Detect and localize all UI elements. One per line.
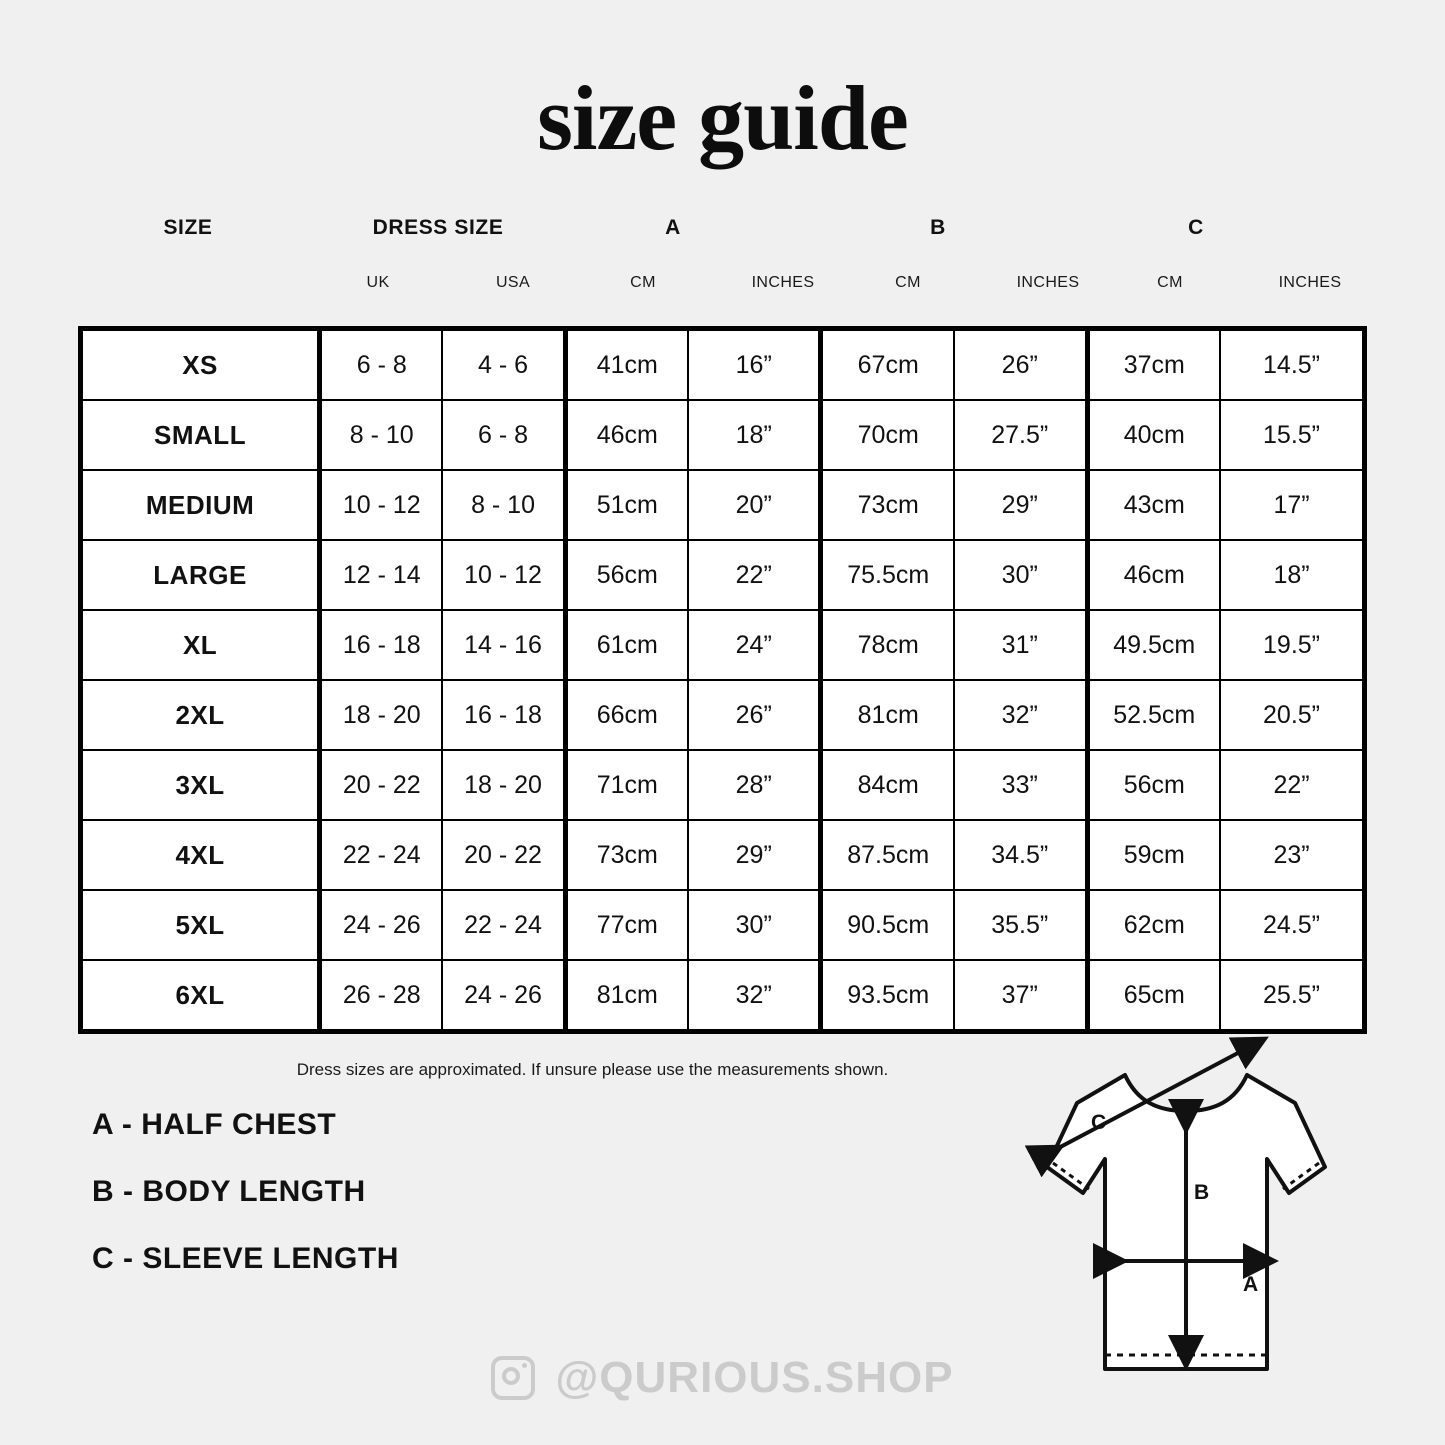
cell-c-inches: 22” (1220, 750, 1362, 820)
page-title: size guide (537, 67, 908, 169)
legend-item-c: C - SLEEVE LENGTH (92, 1242, 399, 1275)
table-row (83, 750, 1362, 820)
cell-c-inches: 14.5” (1220, 331, 1362, 400)
cell-b-cm: 67cm (821, 331, 954, 400)
cell-c-cm: 40cm (1087, 400, 1220, 470)
cell-b-inches: 32” (954, 680, 1087, 750)
cell-usa: 20 - 22 (442, 820, 565, 890)
cell-usa: 10 - 12 (442, 540, 565, 610)
cell-uk: 20 - 22 (320, 750, 443, 820)
cell-size: MEDIUM (83, 470, 320, 540)
cell-a-inches: 16” (688, 331, 821, 400)
cell-a-inches: 30” (688, 890, 821, 960)
table-note: Dress sizes are approximated. If unsure please use the measurements shown. (296, 1060, 889, 1079)
cell-a-inches: 32” (688, 960, 821, 1029)
cell-b-inches: 30” (954, 540, 1087, 610)
cell-usa: 8 - 10 (442, 470, 565, 540)
table-row (83, 890, 1362, 960)
cell-b-cm: 78cm (821, 610, 954, 680)
sub-header-b-inches: INCHES (1016, 274, 1080, 291)
cell-c-inches: 18” (1220, 540, 1362, 610)
group-header-c: C (1188, 216, 1204, 239)
cell-size: XS (83, 331, 320, 400)
cell-a-inches: 28” (688, 750, 821, 820)
cell-uk: 10 - 12 (320, 470, 443, 540)
sub-header-row (78, 274, 1367, 304)
cell-c-inches: 15.5” (1220, 400, 1362, 470)
cell-uk: 22 - 24 (320, 820, 443, 890)
size-table-wrapper (78, 326, 1367, 1034)
table-row (83, 610, 1362, 680)
cell-a-cm: 56cm (565, 540, 688, 610)
cell-b-inches: 26” (954, 331, 1087, 400)
cell-b-inches: 35.5” (954, 890, 1087, 960)
cell-b-cm: 70cm (821, 400, 954, 470)
cell-usa: 6 - 8 (442, 400, 565, 470)
cell-a-cm: 61cm (565, 610, 688, 680)
table-row (83, 680, 1362, 750)
cell-c-inches: 25.5” (1220, 960, 1362, 1029)
cell-c-inches: 17” (1220, 470, 1362, 540)
cell-a-cm: 46cm (565, 400, 688, 470)
group-header-size: SIZE (163, 216, 213, 239)
cell-uk: 26 - 28 (320, 960, 443, 1029)
cell-size: XL (83, 610, 320, 680)
cell-usa: 22 - 24 (442, 890, 565, 960)
cell-size: SMALL (83, 400, 320, 470)
sub-header-a-cm: CM (630, 274, 656, 291)
cell-a-inches: 26” (688, 680, 821, 750)
cell-c-cm: 65cm (1087, 960, 1220, 1029)
cell-a-inches: 20” (688, 470, 821, 540)
cell-b-cm: 93.5cm (821, 960, 954, 1029)
cell-c-cm: 46cm (1087, 540, 1220, 610)
cell-uk: 12 - 14 (320, 540, 443, 610)
legend-item-a: A - HALF CHEST (92, 1108, 337, 1141)
cell-b-inches: 27.5” (954, 400, 1087, 470)
table-row (83, 331, 1362, 400)
cell-c-inches: 20.5” (1220, 680, 1362, 750)
cell-c-cm: 52.5cm (1087, 680, 1220, 750)
table-row (83, 820, 1362, 890)
cell-a-inches: 24” (688, 610, 821, 680)
cell-usa: 4 - 6 (442, 331, 565, 400)
measurement-legend (92, 1108, 399, 1309)
cell-usa: 16 - 18 (442, 680, 565, 750)
sub-header-usa: USA (495, 274, 531, 291)
size-table (83, 331, 1362, 1029)
cell-b-inches: 37” (954, 960, 1087, 1029)
cell-size: 6XL (83, 960, 320, 1029)
table-row (83, 540, 1362, 610)
cell-c-inches: 19.5” (1220, 610, 1362, 680)
cell-c-inches: 23” (1220, 820, 1362, 890)
cell-a-inches: 29” (688, 820, 821, 890)
cell-size: 3XL (83, 750, 320, 820)
diagram-label-c: C (1091, 1111, 1107, 1134)
group-header-a: A (665, 216, 681, 239)
group-header-b: B (930, 216, 946, 239)
cell-size: 4XL (83, 820, 320, 890)
cell-size: LARGE (83, 540, 320, 610)
cell-a-inches: 22” (688, 540, 821, 610)
cell-a-cm: 71cm (565, 750, 688, 820)
cell-c-cm: 37cm (1087, 331, 1220, 400)
sub-header-c-inches: INCHES (1278, 274, 1342, 291)
cell-a-cm: 77cm (565, 890, 688, 960)
diagram-label-b: B (1194, 1181, 1210, 1204)
table-row (83, 470, 1362, 540)
cell-uk: 16 - 18 (320, 610, 443, 680)
table-row (83, 400, 1362, 470)
cell-b-cm: 75.5cm (821, 540, 954, 610)
cell-uk: 6 - 8 (320, 331, 443, 400)
cell-b-cm: 90.5cm (821, 890, 954, 960)
cell-c-cm: 62cm (1087, 890, 1220, 960)
cell-c-cm: 59cm (1087, 820, 1220, 890)
cell-b-cm: 87.5cm (821, 820, 954, 890)
cell-c-cm: 56cm (1087, 750, 1220, 820)
cell-b-cm: 81cm (821, 680, 954, 750)
cell-size: 2XL (83, 680, 320, 750)
cell-a-inches: 18” (688, 400, 821, 470)
sub-header-c-cm: CM (1157, 274, 1183, 291)
cell-c-inches: 24.5” (1220, 890, 1362, 960)
legend-item-b: B - BODY LENGTH (92, 1175, 366, 1208)
cell-a-cm: 81cm (565, 960, 688, 1029)
cell-uk: 18 - 20 (320, 680, 443, 750)
cell-uk: 24 - 26 (320, 890, 443, 960)
sub-header-uk: UK (366, 274, 390, 291)
diagram-label-a: A (1243, 1273, 1259, 1296)
tshirt-diagram (985, 1017, 1385, 1417)
group-header-dress-size: DRESS SIZE (372, 216, 504, 239)
cell-size: 5XL (83, 890, 320, 960)
cell-a-cm: 51cm (565, 470, 688, 540)
sub-header-b-cm: CM (895, 274, 921, 291)
cell-b-cm: 84cm (821, 750, 954, 820)
cell-usa: 14 - 16 (442, 610, 565, 680)
group-header-row (78, 216, 1367, 256)
sub-header-a-inches: INCHES (751, 274, 815, 291)
cell-usa: 18 - 20 (442, 750, 565, 820)
cell-b-inches: 33” (954, 750, 1087, 820)
watermark-handle: @QURIOUS.SHOP (555, 1353, 954, 1402)
cell-usa: 24 - 26 (442, 960, 565, 1029)
cell-b-inches: 31” (954, 610, 1087, 680)
cell-b-cm: 73cm (821, 470, 954, 540)
cell-uk: 8 - 10 (320, 400, 443, 470)
cell-c-cm: 43cm (1087, 470, 1220, 540)
cell-c-cm: 49.5cm (1087, 610, 1220, 680)
cell-a-cm: 66cm (565, 680, 688, 750)
instagram-icon (491, 1356, 535, 1400)
table-header-area (0, 216, 1445, 326)
cell-a-cm: 41cm (565, 331, 688, 400)
cell-b-inches: 29” (954, 470, 1087, 540)
cell-b-inches: 34.5” (954, 820, 1087, 890)
cell-a-cm: 73cm (565, 820, 688, 890)
